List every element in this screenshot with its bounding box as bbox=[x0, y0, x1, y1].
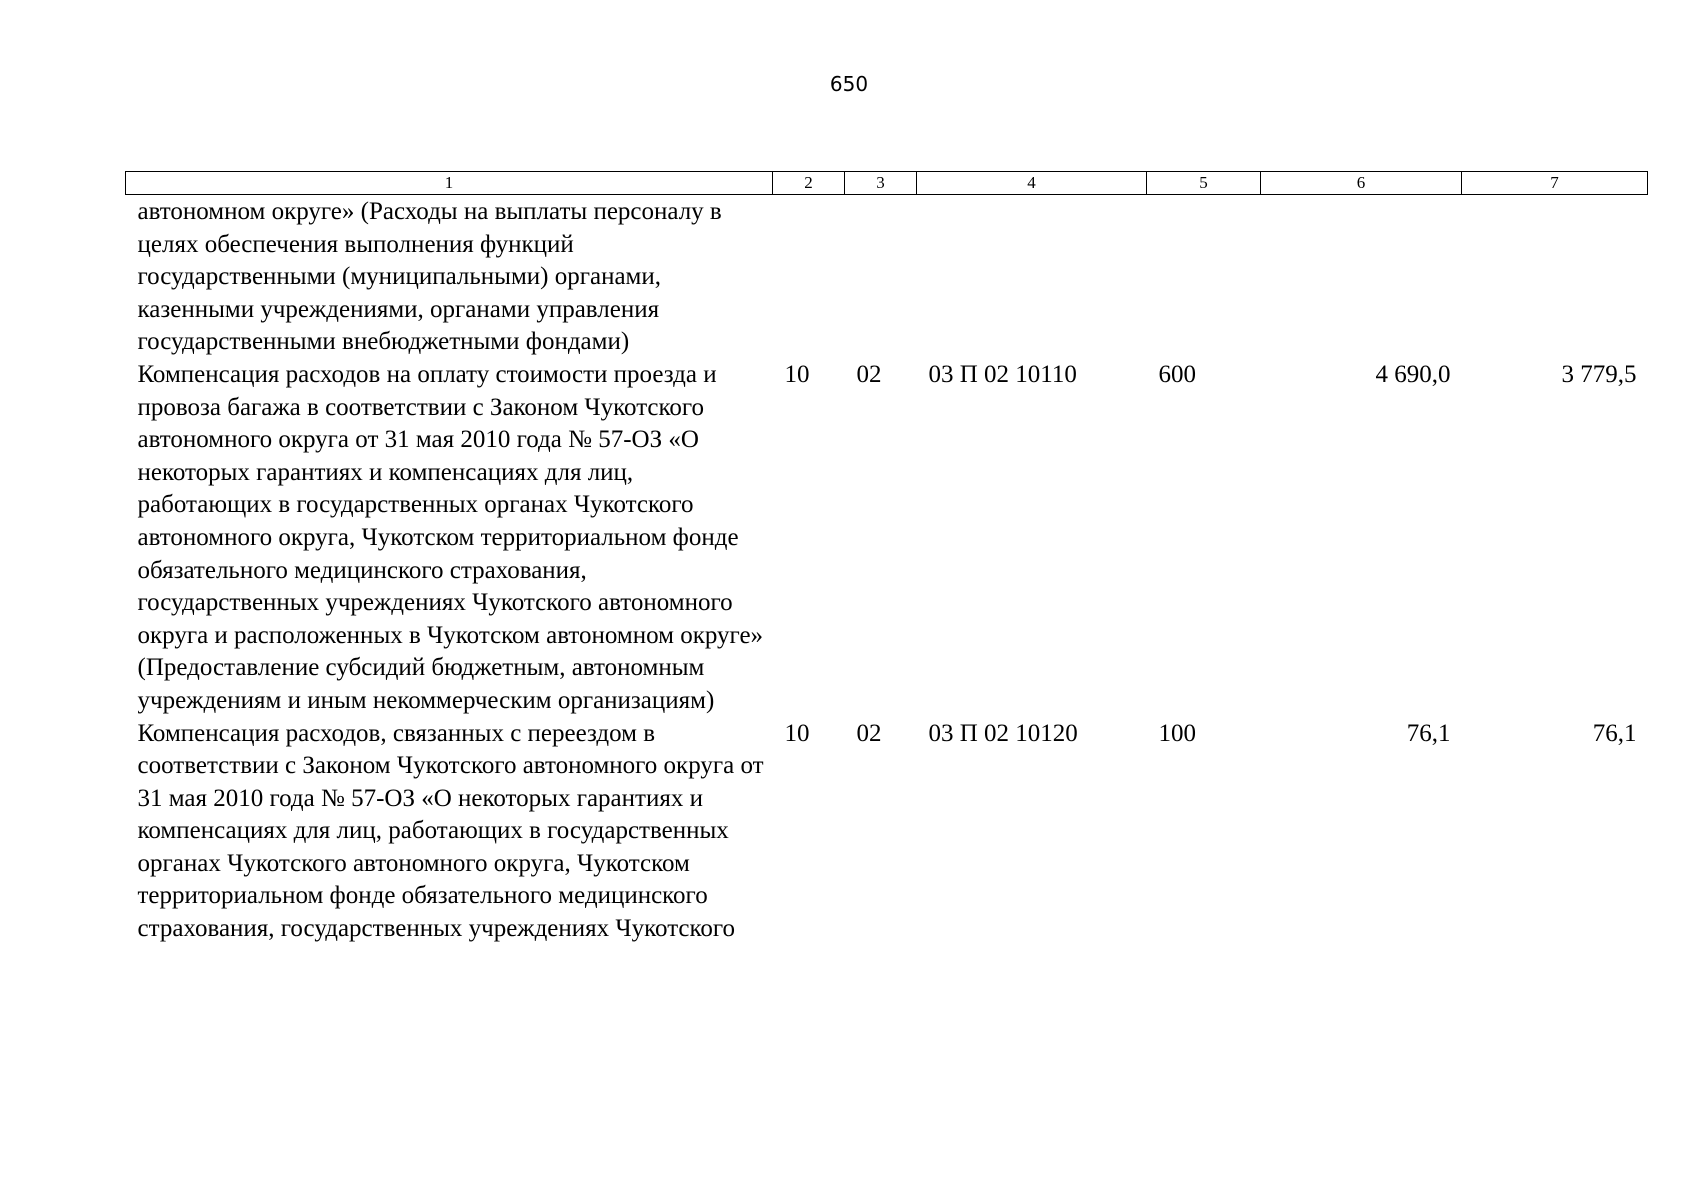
row-target-code bbox=[917, 195, 1147, 359]
row-amount-col6: 76,1 bbox=[1406, 719, 1451, 747]
header-col-3: 3 bbox=[845, 172, 917, 195]
row-razdel: 10 bbox=[784, 719, 810, 747]
header-col-5: 5 bbox=[1147, 172, 1261, 195]
header-col-2: 2 bbox=[773, 172, 845, 195]
row-target-code: 03 П 02 10120 bbox=[928, 719, 1078, 747]
row-podrazdel: 02 bbox=[856, 719, 882, 747]
row-amount-col7: 76,1 bbox=[1592, 719, 1637, 747]
header-row bbox=[126, 172, 1648, 195]
row-description: Компенсация расходов на оплату стоимости проезда и провоза багажа в соответствии с Законом Чукотского автономного округа от 31 мая 2010 года № 57-ОЗ «О некоторых гарантиях и компенсациях для лиц, работающих в государственных органах Чукотского автономного округа, Чукотском территориальном фонде обязательного медицинского страхования, государственных учреждениях Чукотского автономного округа и расположенных в Чукотском автономном округе» (Предоставление субсидий бюджетным, автономным учреждениям и иным некоммерческим организациям) bbox=[137, 360, 764, 714]
row-description: Компенсация расходов, связанных с переездом в соответствии с Законом Чукотского автономного округа от 31 мая 2010 года № 57-ОЗ «О некоторых гарантиях и компенсациях для лиц, работающих в государственных органах Чукотского автономного округа, Чукотском территориальном фонде обязательного медицинского страхования, государственных учреждениях Чукотского bbox=[137, 719, 764, 943]
row-podrazdel: 02 bbox=[856, 360, 882, 388]
header-col-6: 6 bbox=[1261, 172, 1462, 195]
row-amount-col6: 4 690,0 bbox=[1375, 360, 1451, 388]
row-razdel: 10 bbox=[784, 360, 810, 388]
header-col-4: 4 bbox=[917, 172, 1147, 195]
row-podrazdel bbox=[845, 195, 917, 359]
header-col-1: 1 bbox=[126, 172, 773, 195]
row-amount-col7 bbox=[1462, 195, 1648, 359]
budget-table bbox=[125, 171, 1648, 946]
table-header bbox=[126, 172, 1648, 195]
page-number: 650 bbox=[829, 72, 869, 96]
row-amount-col6 bbox=[1261, 195, 1462, 359]
table-row bbox=[126, 359, 1648, 718]
row-amount-col7: 3 779,5 bbox=[1561, 360, 1637, 388]
header-col-7: 7 bbox=[1462, 172, 1648, 195]
table-row bbox=[126, 718, 1648, 946]
row-expense-type: 600 bbox=[1158, 360, 1196, 388]
row-razdel bbox=[773, 195, 845, 359]
table-body bbox=[126, 195, 1648, 946]
table-row bbox=[126, 195, 1648, 359]
row-target-code: 03 П 02 10110 bbox=[928, 360, 1077, 388]
row-expense-type bbox=[1147, 195, 1261, 359]
row-expense-type: 100 bbox=[1158, 719, 1196, 747]
row-description: автономном округе» (Расходы на выплаты персоналу в целях обеспечения выполнения функций государственными (муниципальными) органами, казенными учреждениями, органами управления государственными внебюджетными фондами) bbox=[137, 198, 722, 356]
